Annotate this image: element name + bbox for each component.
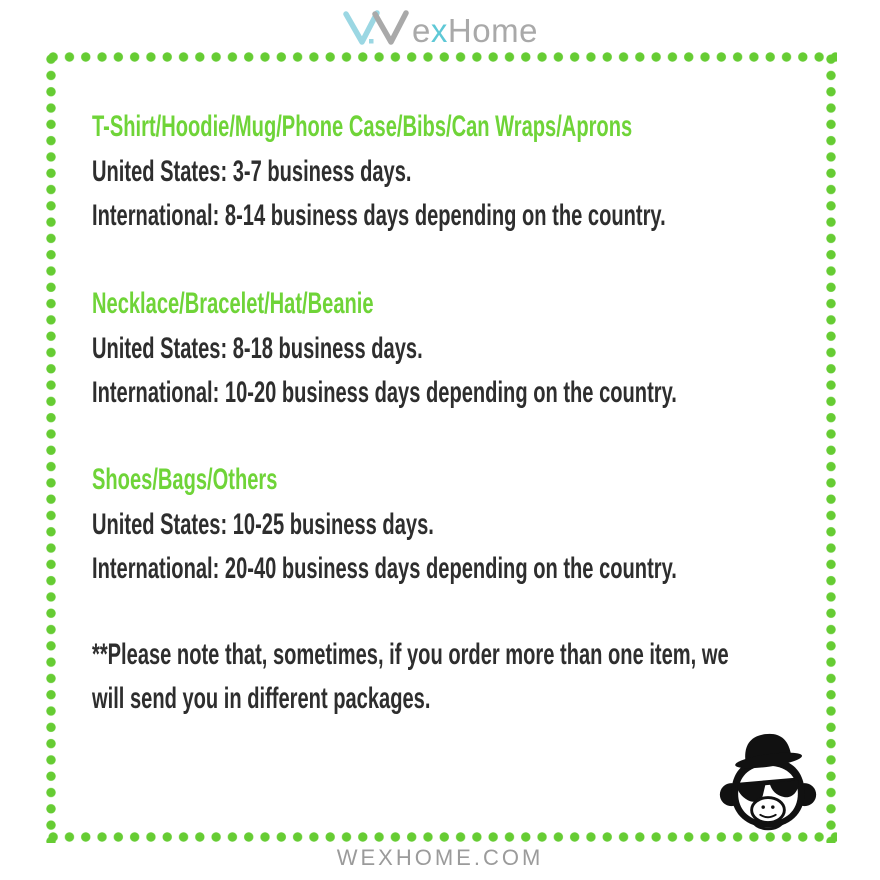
section-apparel-us-line: United States: 3-7 business days. (92, 155, 412, 188)
monkey-logo-icon (718, 733, 818, 837)
brand-word-home: Home (447, 12, 538, 49)
section-shoes-bags-title: Shoes/Bags/Others (92, 463, 278, 496)
packages-note-line1: **Please note that, sometimes, if you order more than one item, we (92, 638, 729, 671)
brand-letter-e: e (412, 12, 431, 49)
footer-website: WEXHOME.COM (336, 845, 544, 870)
packages-note (92, 633, 880, 721)
section-shoes-bags-international-line: International: 20-40 business days depending on the country. (92, 552, 677, 585)
section-apparel-title: T-Shirt/Hoodie/Mug/Phone Case/Bibs/Can Wraps/Aprons (92, 110, 633, 143)
section-accessories-international-line: International: 10-20 business days depending on the country. (92, 376, 677, 409)
dotted-border-left (45, 51, 57, 843)
section-apparel (92, 104, 880, 238)
section-shoes-bags (92, 457, 880, 591)
section-apparel-international-line: International: 8-14 business days depending on the country. (92, 199, 666, 232)
packages-note-line2: will send you in different packages. (92, 682, 431, 715)
section-accessories (92, 281, 880, 415)
section-shoes-bags-us-line: United States: 10-25 business days. (92, 508, 434, 541)
brand-logo (0, 4, 880, 50)
checkmark-w-icon (342, 8, 416, 48)
brand-letter-x: x (430, 12, 448, 49)
section-accessories-title: Necklace/Bracelet/Hat/Beanie (92, 287, 374, 320)
section-accessories-us-line: United States: 8-18 business days. (92, 332, 423, 365)
dotted-border-top (45, 51, 837, 63)
